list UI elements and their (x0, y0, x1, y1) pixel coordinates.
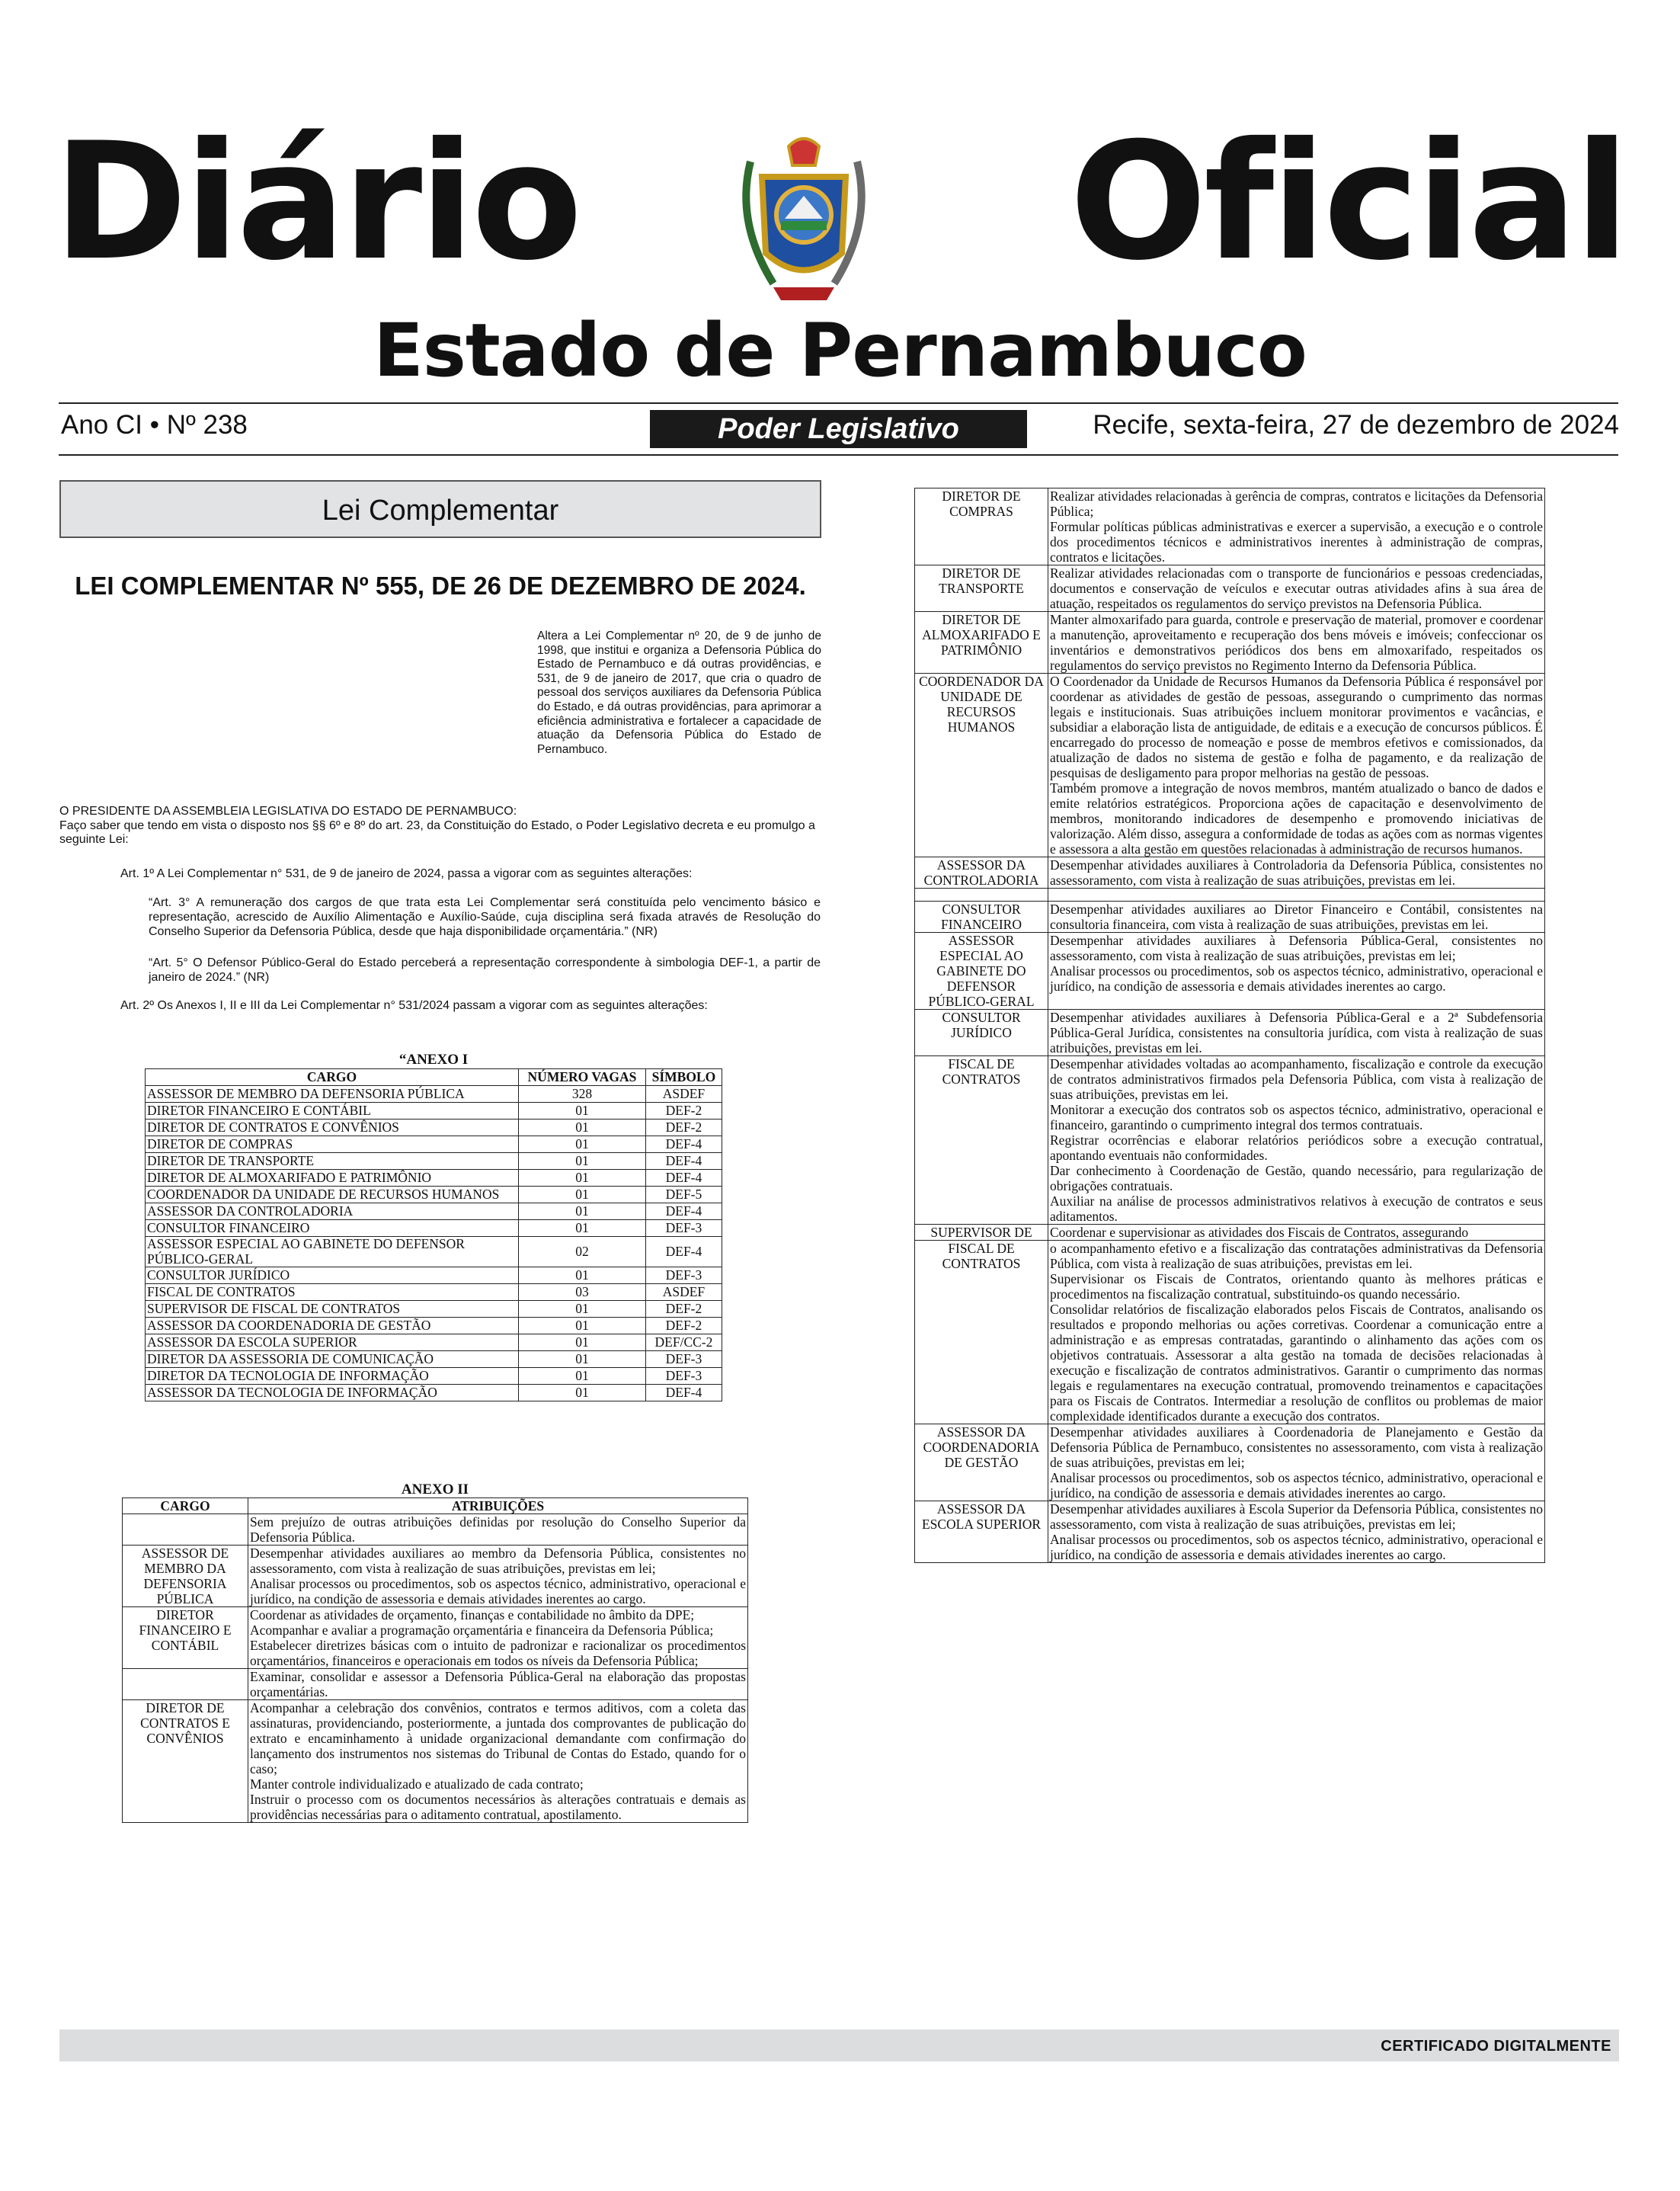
table-row (146, 1237, 722, 1267)
cargo-cell: FISCAL DE CONTRATOS (146, 1284, 519, 1301)
simbolo-cell: ASDEF (645, 1086, 722, 1103)
cargo-cell: CONSULTOR FINANCEIRO (146, 1220, 519, 1237)
atribuicoes-cell: Acompanhar a celebração dos convênios, contratos e termos aditivos, com a coleta das assinaturas, providenciando, posteriormente, a juntada dos comprovantes de publicação do extrato e encaminhamento à unidade organizacional demandante com confirmação do lançamento dos instrumentos nos sistemas do Tribunal de Contas do Estado, quando for o caso; Manter controle individualizado e atualizado de cada contrato; Instruir o processo com os documentos necessários às alterações contratuais e demais as providências necessárias para o aditamento contratual, apostilamento. (248, 1700, 748, 1823)
cargo-cell: DIRETOR DE TRANSPORTE (915, 565, 1048, 612)
atribuicoes-cell: Coordenar e supervisionar as atividades dos Fiscais de Contratos, assegurando (1048, 1225, 1545, 1241)
cargo-cell: DIRETOR DE COMPRAS (915, 488, 1048, 565)
simbolo-cell: DEF-2 (645, 1318, 722, 1334)
annex-2-table-left (122, 1498, 748, 1823)
preamble-line-1: O PRESIDENTE DA ASSEMBLEIA LEGISLATIVA DO ESTADO DE PERNAMBUCO: (59, 805, 517, 818)
atribuicoes-cell: Realizar atividades relacionadas com o transporte de funcionários e pessoas credenciadas, documentos e conservação de veículos e executar outras atividades afins à sua área de atuação, respeitados os regulamentos do serviço previstos na Defensoria Pública. (1048, 565, 1545, 612)
vagas-cell: 01 (519, 1220, 646, 1237)
vagas-cell: 01 (519, 1301, 646, 1318)
vagas-cell: 01 (519, 1351, 646, 1368)
column-header-atribuicoes: ATRIBUIÇÕES (248, 1498, 748, 1514)
atribuicoes-cell: Examinar, consolidar e assessor a Defensoria Pública-Geral na elaboração das propostas orçamentárias. (248, 1669, 748, 1700)
atribuicoes-cell: Desempenhar atividades auxiliares ao Diretor Financeiro e Contábil, consistentes na consultoria financeira, com vista à realização de suas atribuições, previstas em lei. (1048, 902, 1545, 933)
simbolo-cell: DEF-3 (645, 1368, 722, 1385)
table-row (123, 1607, 748, 1669)
table-row (146, 1120, 722, 1136)
vagas-cell: 01 (519, 1103, 646, 1120)
annex-1-table (145, 1068, 722, 1401)
cargo-cell: DIRETOR DA ASSESSORIA DE COMUNICAÇÃO (146, 1351, 519, 1368)
law-title: LEI COMPLEMENTAR Nº 555, DE 26 DE DEZEMBRO DE 2024. (75, 572, 806, 600)
cargo-cell (915, 889, 1048, 902)
cargo-cell: CONSULTOR FINANCEIRO (915, 902, 1048, 933)
table-row (123, 1700, 748, 1823)
vagas-cell: 01 (519, 1203, 646, 1220)
vagas-cell: 01 (519, 1368, 646, 1385)
cargo-cell (123, 1514, 248, 1546)
header-rule-bottom (59, 454, 1618, 456)
cargo-cell: SUPERVISOR DE (915, 1225, 1048, 1241)
simbolo-cell: DEF-5 (645, 1187, 722, 1203)
table-row (146, 1334, 722, 1351)
cargo-cell: DIRETOR DA TECNOLOGIA DE INFORMAÇÃO (146, 1368, 519, 1385)
atribuicoes-cell: Desempenhar atividades voltadas ao acompanhamento, fiscalização e controle da execução de contratos administrativos firmados pela Defensoria Pública, com vista à realização de suas atribuições, previstas em lei. Monitorar a execução dos contratos sob os aspectos técnico, administrativo, operacional e financeiro, garantindo o cumprimento integral dos termos contratuais. Registrar ocorrências e elaborar relatórios periódicos sobre a execução contratual, apontando eventuais não conformidades. Dar conhecimento à Coordenação de Gestão, quando necessário, para regularização de obrigações contratuais. Auxiliar na análise de processos administrativos relativos à execução de contratos e seus aditamentos. (1048, 1056, 1545, 1225)
masthead-title-left: Diário (53, 107, 580, 296)
cargo-cell: DIRETOR DE TRANSPORTE (146, 1153, 519, 1170)
annex-1-header-row (146, 1069, 722, 1086)
simbolo-cell: ASDEF (645, 1284, 722, 1301)
table-row (146, 1318, 722, 1334)
atribuicoes-cell: O Coordenador da Unidade de Recursos Humanos da Defensoria Pública é responsável por coordenar as atividades de gestão de pessoas, assegurando o cumprimento das normas legais e institucionais. Suas atribuições incluem monitorar provimentos e vacâncias, e subsidiar a elaboração lista de antiguidade, de editais e a execução de concursos públicos. É encarregado do processo de nomeação e posse de membros efetivos e comissionados, da atualização de dados no sistema de gestão e folha de pagamento, e da realização de pesquisas de desligamento para propor melhorias na gestão de pessoas. Também promove a integração de novos membros, mantém atualizado o banco de dados e emite relatórios estratégicos. Proporciona ações de capacitação e desenvolvimento de membros, monitorando indicadores de desempenho e promovendo iniciativas de valorização. Além disso, assegura a conformidade de todas as ações com as normas vigentes e assessora a alta gestão em questões relacionadas à administração de recursos humanos. (1048, 674, 1545, 857)
atribuicoes-cell: Realizar atividades relacionadas à gerência de compras, contratos e licitações da Defensoria Pública; Formular políticas públicas administrativas e exercer a supervisão, a execução e o controle dos procedimentos técnicos e administrativos inerentes à administração de compras, contratos e licitações. (1048, 488, 1545, 565)
simbolo-cell: DEF-3 (645, 1267, 722, 1284)
simbolo-cell: DEF-4 (645, 1153, 722, 1170)
table-row (146, 1086, 722, 1103)
simbolo-cell: DEF-4 (645, 1385, 722, 1401)
simbolo-cell: DEF-2 (645, 1301, 722, 1318)
vagas-cell: 03 (519, 1284, 646, 1301)
table-row (146, 1136, 722, 1153)
table-row (915, 1010, 1545, 1056)
cargo-cell: ASSESSOR DA COORDENADORIA DE GESTÃO (915, 1424, 1048, 1501)
vagas-cell: 01 (519, 1267, 646, 1284)
table-row (915, 933, 1545, 1010)
table-row (915, 1501, 1545, 1563)
cargo-cell: ASSESSOR ESPECIAL AO GABINETE DO DEFENSOR PÚBLICO-GERAL (146, 1237, 519, 1267)
vagas-cell: 01 (519, 1136, 646, 1153)
annex-1-title: “ANEXO I (398, 1052, 469, 1068)
vagas-cell: 01 (519, 1170, 646, 1187)
table-row (146, 1203, 722, 1220)
column-header-vagas: NÚMERO VAGAS (519, 1069, 646, 1086)
atribuicoes-cell: Desempenhar atividades auxiliares à Escola Superior da Defensoria Pública, consistentes no assessoramento, com vista à realização de suas atribuições, previstas em lei; Analisar processos ou procedimentos, sob os aspectos técnico, administrativo, operacional e jurídico, na condição de assessoria e demais atividades inerentes ao cargo. (1048, 1501, 1545, 1563)
issue-number: Ano CI • Nº 238 (61, 410, 248, 440)
vagas-cell: 01 (519, 1187, 646, 1203)
table-row (123, 1546, 748, 1607)
simbolo-cell: DEF-2 (645, 1103, 722, 1120)
simbolo-cell: DEF/CC-2 (645, 1334, 722, 1351)
table-row (146, 1351, 722, 1368)
atribuicoes-cell: Desempenhar atividades auxiliares à Controladoria da Defensoria Pública, consistentes no assessoramento, com vista à realização de suas atribuições, previstas em lei. (1048, 857, 1545, 889)
atribuicoes-cell: Desempenhar atividades auxiliares ao membro da Defensoria Pública, consistentes no assessoramento, com vista à realização de suas atribuições, previstas em lei; Analisar processos ou procedimentos, sob os aspectos técnico, administrativo, operacional e jurídico, na condição de assessoria e demais atividades inerentes ao cargo. (248, 1546, 748, 1607)
simbolo-cell: DEF-4 (645, 1136, 722, 1153)
masthead-title-right: Oficial (1069, 107, 1627, 296)
cargo-cell: DIRETOR DE COMPRAS (146, 1136, 519, 1153)
table-row (915, 488, 1545, 565)
table-row (146, 1187, 722, 1203)
cargo-cell: ASSESSOR ESPECIAL AO GABINETE DO DEFENSOR PÚBLICO-GERAL (915, 933, 1048, 1010)
table-row (146, 1301, 722, 1318)
atribuicoes-cell: Sem prejuízo de outras atribuições definidas por resolução do Conselho Superior da Defensoria Pública. (248, 1514, 748, 1546)
table-row (123, 1669, 748, 1700)
atribuicoes-cell: Desempenhar atividades auxiliares à Coordenadoria de Planejamento e Gestão da Defensoria Pública de Pernambuco, consistentes no assessoramento, com vista à realização de suas atribuições, previstas em lei; Analisar processos ou procedimentos, sob os aspectos técnico, administrativo, operacional e jurídico, na condição de assessoria e demais atividades inerentes ao cargo. (1048, 1424, 1545, 1501)
table-row (915, 1241, 1545, 1424)
cargo-cell: ASSESSOR DE MEMBRO DA DEFENSORIA PÚBLICA (123, 1546, 248, 1607)
cargo-cell: DIRETOR DE ALMOXARIFADO E PATRIMÔNIO (915, 612, 1048, 674)
preamble (59, 805, 821, 847)
table-row (146, 1220, 722, 1237)
digital-certificate-label: CERTIFICADO DIGITALMENTE (1381, 2038, 1611, 2055)
atribuicoes-cell: o acompanhamento efetivo e a fiscalização das contratações administrativas da Defensoria Pública, com vista à realização de suas atribuições, previstas em lei. Supervisionar os Fiscais de Contratos, orientando quanto às melhores práticas e procedimentos na fiscalização contratual, substituindo-os quando necessário. Consolidar relatórios de fiscalização elaborados pelos Fiscais de Contratos, analisando os resultados e propondo melhorias ou ações corretivas. Coordenar a comunicação entre a administração e as empresas contratadas, garantindo o alinhamento das ações com os objetivos contratuais. Assessorar a alta gestão na tomada de decisões relacionadas à execução e fiscalização de contratos administrativos. Garantir o cumprimento das normas legais e regulamentares na execução contratual, promovendo treinamentos e capacitações para os Fiscais de Contratos. Intermediar a resolução de conflitos ou problemas de maior complexidade identificados durante a execução dos contratos. (1048, 1241, 1545, 1424)
vagas-cell: 01 (519, 1385, 646, 1401)
table-row (915, 612, 1545, 674)
column-header-simbolo: SÍMBOLO (645, 1069, 722, 1086)
preamble-line-2: Faço saber que tendo em vista o disposto nos §§ 6º e 8º do art. 23, da Constituição do Estado, o Poder Legislativo decreta e eu promulgo a seguinte Lei: (59, 818, 815, 846)
table-row (915, 1424, 1545, 1501)
simbolo-cell: DEF-4 (645, 1170, 722, 1187)
table-row (146, 1368, 722, 1385)
article-1: Art. 1º A Lei Complementar n° 531, de 9 de janeiro de 2024, passa a vigorar com as seguintes alterações: (120, 867, 693, 880)
atribuicoes-cell: Desempenhar atividades auxiliares à Defensoria Pública-Geral, consistentes no assessoramento, com vista à realização de suas atribuições, previstas em lei; Analisar processos ou procedimentos, sob os aspectos técnico, administrativo, operacional e jurídico, na condição de assessoria e demais atividades inerentes ao cargo. (1048, 933, 1545, 1010)
atribuicoes-cell: Manter almoxarifado para guarda, controle e preservação de material, promover e coordenar a manutenção, aproveitamento e recuperação dos bens móveis e imóveis; confeccionar os inventários e demonstrativos periódicos dos bens em almoxarifado, respeitados os regulamentos do serviço previstos no Regimento Interno da Defensoria Pública. (1048, 612, 1545, 674)
table-row (146, 1284, 722, 1301)
cargo-cell: DIRETOR FINANCEIRO E CONTÁBIL (123, 1607, 248, 1669)
cargo-cell: DIRETOR FINANCEIRO E CONTÁBIL (146, 1103, 519, 1120)
simbolo-cell: DEF-2 (645, 1120, 722, 1136)
cargo-cell: DIRETOR DE CONTRATOS E CONVÊNIOS (123, 1700, 248, 1823)
cargo-cell: FISCAL DE CONTRATOS (915, 1241, 1048, 1424)
cargo-cell: CONSULTOR JURÍDICO (146, 1267, 519, 1284)
cargo-cell (123, 1669, 248, 1700)
atribuicoes-cell: Coordenar as atividades de orçamento, finanças e contabilidade no âmbito da DPE; Acompanhar e avaliar a programação orçamentária e financeira da Defensoria Pública; Estabelecer diretrizes básicas com o intuito de padronizar e racionalizar os procedimentos orçamentários, financeiros e operacionais em todos os níveis da Defensoria Pública; (248, 1607, 748, 1669)
annex-2-header-row (123, 1498, 748, 1514)
vagas-cell: 01 (519, 1334, 646, 1351)
header-rule-top (59, 402, 1618, 404)
law-summary: Altera a Lei Complementar nº 20, de 9 de junho de 1998, que institui e organiza a Defensoria Pública do Estado de Pernambuco e dá outras providências, e 531, de 9 de janeiro de 2017, que cria o quadro de pessoal dos serviços auxiliares da Defensoria Pública do Estado, e dá outras providências, para aprimorar a eficiência administrativa e fortalecer a capacidade de atuação da Defensoria Pública do Estado de Pernambuco. (537, 629, 821, 756)
cargo-cell: ASSESSOR DA ESCOLA SUPERIOR (146, 1334, 519, 1351)
table-row (915, 902, 1545, 933)
atribuicoes-cell (1048, 889, 1545, 902)
simbolo-cell: DEF-3 (645, 1220, 722, 1237)
cargo-cell: ASSESSOR DA ESCOLA SUPERIOR (915, 1501, 1048, 1563)
table-row (915, 674, 1545, 857)
atribuicoes-cell: Desempenhar atividades auxiliares à Defensoria Pública-Geral e a 2ª Subdefensoria Pública-Geral Jurídica, consistentes na consultoria jurídica, com vista à realização de suas atribuições, previstas em lei. (1048, 1010, 1545, 1056)
column-header-cargo: CARGO (123, 1498, 248, 1514)
cargo-cell: FISCAL DE CONTRATOS (915, 1056, 1048, 1225)
column-header-cargo: CARGO (146, 1069, 519, 1086)
table-row (146, 1267, 722, 1284)
vagas-cell: 01 (519, 1120, 646, 1136)
power-badge: Poder Legislativo (650, 410, 1027, 448)
cargo-cell: COORDENADOR DA UNIDADE DE RECURSOS HUMANOS (146, 1187, 519, 1203)
annex-2-title: ANEXO II (401, 1481, 469, 1498)
simbolo-cell: DEF-3 (645, 1351, 722, 1368)
table-row (123, 1514, 748, 1546)
vagas-cell: 01 (519, 1153, 646, 1170)
issue-date: Recife, sexta-feira, 27 de dezembro de 2024 (1093, 410, 1619, 440)
simbolo-cell: DEF-4 (645, 1237, 722, 1267)
annex-2-left-body (123, 1514, 748, 1823)
section-heading: Lei Complementar (59, 480, 821, 538)
vagas-cell: 328 (519, 1086, 646, 1103)
cargo-cell: DIRETOR DE CONTRATOS E CONVÊNIOS (146, 1120, 519, 1136)
cargo-cell: CONSULTOR JURÍDICO (915, 1010, 1048, 1056)
cargo-cell: ASSESSOR DA CONTROLADORIA (146, 1203, 519, 1220)
table-row (146, 1170, 722, 1187)
table-row (915, 1056, 1545, 1225)
article-3-quote: “Art. 3° A remuneração dos cargos de que trata esta Lei Complementar será constituída pelo vencimento básico e representação, acrescido de Auxílio Alimentação e Auxílio-Saúde, cuja disciplina será fixada através de Resolução do Conselho Superior da Defensoria Pública, desde que haja disponibilidade orçamentária.” (NR) (149, 896, 821, 938)
table-row (915, 565, 1545, 612)
table-row (915, 857, 1545, 889)
table-row (146, 1103, 722, 1120)
masthead-subtitle: Estado de Pernambuco (373, 308, 1307, 393)
cargo-cell: ASSESSOR DA CONTROLADORIA (915, 857, 1048, 889)
cargo-cell: ASSESSOR DA COORDENADORIA DE GESTÃO (146, 1318, 519, 1334)
simbolo-cell: DEF-4 (645, 1203, 722, 1220)
annex-2-table-right (914, 488, 1545, 1563)
article-5-quote: “Art. 5° O Defensor Público-Geral do Estado perceberá a representação correspondente à simbologia DEF-1, a partir de janeiro de 2024.” (NR) (149, 956, 821, 984)
table-row (146, 1153, 722, 1170)
table-row (146, 1385, 722, 1401)
vagas-cell: 01 (519, 1318, 646, 1334)
cargo-cell: SUPERVISOR DE FISCAL DE CONTRATOS (146, 1301, 519, 1318)
cargo-cell: ASSESSOR DE MEMBRO DA DEFENSORIA PÚBLICA (146, 1086, 519, 1103)
annex-2-right-body (915, 488, 1545, 1563)
state-coat-of-arms-icon (728, 131, 880, 306)
vagas-cell: 02 (519, 1237, 646, 1267)
cargo-cell: COORDENADOR DA UNIDADE DE RECURSOS HUMANOS (915, 674, 1048, 857)
annex-1-body (146, 1086, 722, 1401)
table-row (915, 889, 1545, 902)
article-2: Art. 2º Os Anexos I, II e III da Lei Complementar n° 531/2024 passam a vigorar com as seguintes alterações: (120, 999, 708, 1012)
table-row (915, 1225, 1545, 1241)
cargo-cell: DIRETOR DE ALMOXARIFADO E PATRIMÔNIO (146, 1170, 519, 1187)
cargo-cell: ASSESSOR DA TECNOLOGIA DE INFORMAÇÃO (146, 1385, 519, 1401)
